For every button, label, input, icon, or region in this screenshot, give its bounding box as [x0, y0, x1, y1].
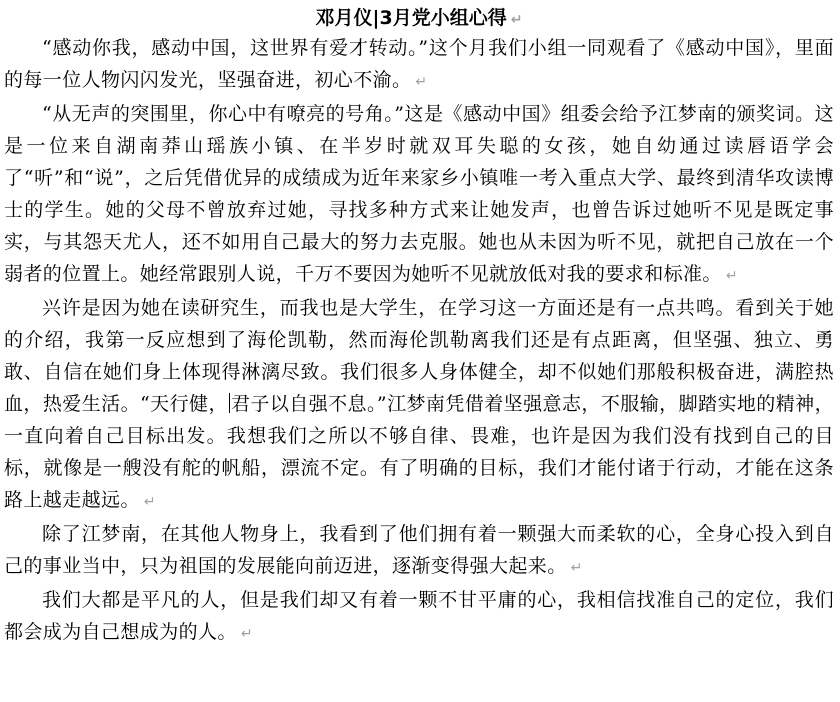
text-cursor [229, 393, 230, 413]
paragraph-text: “感动你我，感动中国，这世界有爱才转动。”这个月我们小组一同观看了《感动中国》，里面的每一位人物闪闪发光，坚强奋进，初心不渝。 [4, 37, 834, 91]
paragraph-2[interactable] [4, 98, 834, 292]
document-page[interactable] [4, 4, 834, 650]
paragraph-text: “从无声的突围里，你心中有嘹亮的号角。”这是《感动中国》组委会给予江梦南的颁奖词。这是一位来自湖南莽山瑶族小镇、在半岁时就双耳失聪的女孩，她自幼通过读唇语学会了“听”和“说”，之后凭借优异的成绩成为近年来家乡小镇唯一考入重点大学、最终到清华攻读博士的学生。她的父母不曾放弃过她，寻找多种方式来让她发声，也曾告诉过她听不见是既定事实，与其怨天尤人，还不如用自己最大的努力去克服。她也从未因为听不见，就把自己放在一个弱者的位置上。她经常跟别人说，千万不要因为她听不见就放低对我的要求和标准。 [4, 103, 834, 285]
paragraph-mark-icon: ↵ [570, 560, 583, 576]
title-text: 邓月仪|3月党小组心得 [315, 7, 507, 29]
paragraph-5[interactable] [4, 584, 834, 650]
paragraph-mark-icon: ↵ [725, 268, 738, 284]
paragraph-mark-icon: ↵ [143, 494, 156, 510]
paragraph-mark-icon: ↵ [510, 12, 523, 28]
paragraph-text: 兴许是因为她在读研究生，而我也是大学生，在学习这一方面还是有一点共鸣。看到关于她的介绍，我第一反应想到了海伦凯勒，然而海伦凯勒离我们还是有点距离，但坚强、独立、勇敢、自信在她们身上体现得淋漓尽致。我们很多人身体健全，却不似她们那般积极奋进，满腔热血，热爱生活。“天行健， [4, 297, 834, 415]
paragraph-mark-icon: ↵ [240, 626, 253, 642]
paragraph-text: 除了江梦南，在其他人物身上，我看到了他们拥有着一颗强大而柔软的心，全身心投入到自己的事业当中，只为祖国的发展能向前迈进，逐渐变得强大起来。 [4, 523, 834, 577]
document-title [4, 4, 834, 32]
paragraph-3[interactable] [4, 292, 834, 518]
paragraph-text: 我们大都是平凡的人，但是我们却又有着一颗不甘平庸的心，我相信找准自己的定位，我们都会成为自己想成为的人。 [4, 589, 834, 643]
paragraph-mark-icon: ↵ [415, 74, 428, 90]
paragraph-text-continued: 君子以自强不息。”江梦南凭借着坚强意志，不服输，脚踏实地的精神，一直向着自己目标出发。我想我们之所以不够自律、畏难，也许是因为我们没有找到自己的目标，就像是一艘没有舵的帆船，漂流不定。有了明确的目标，我们才能付诸于行动，才能在这条路上越走越远。 [4, 393, 835, 511]
paragraph-4[interactable] [4, 518, 834, 584]
paragraph-1[interactable] [4, 32, 834, 98]
